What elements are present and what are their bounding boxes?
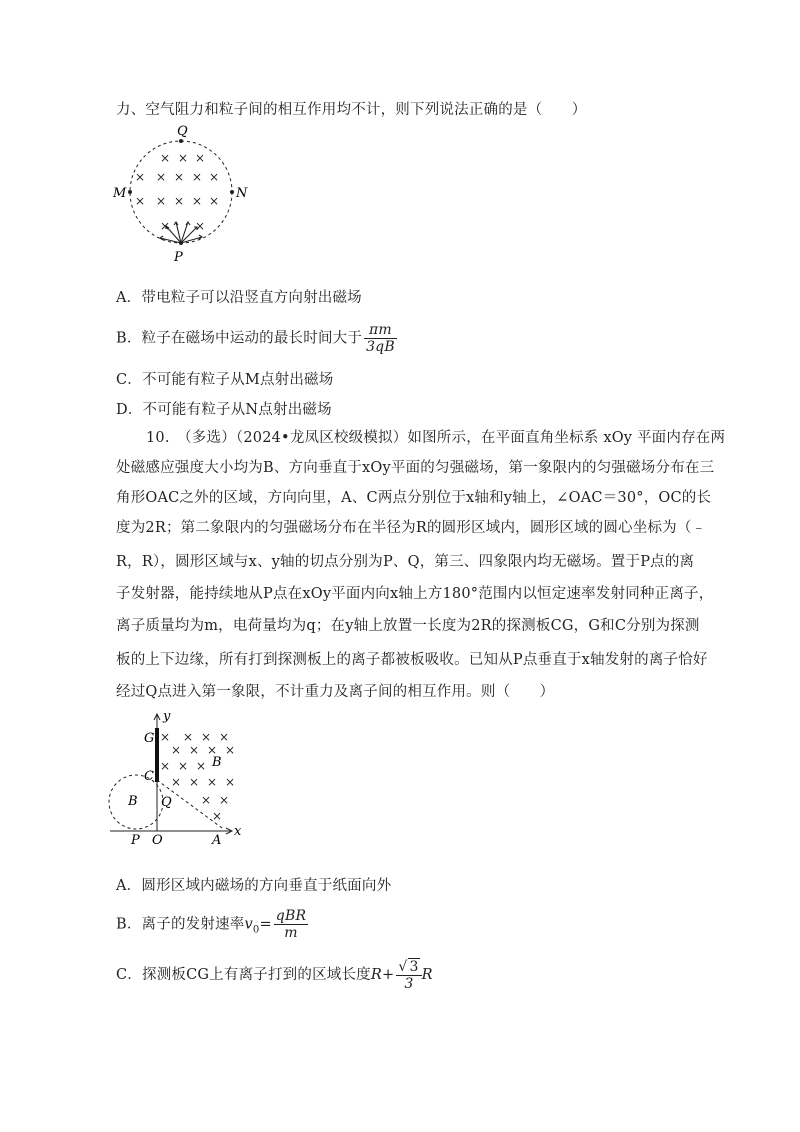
q9-cross: ×: [160, 219, 171, 233]
q10-line-5: R，R），圆形区域与x、y轴的切点分别为P、Q，第三、四象限内均无磁场。置于P点的离: [116, 554, 695, 570]
q10-cross: ×: [201, 793, 212, 807]
q10-cross: ×: [225, 775, 236, 789]
q10-line-4: 度为2R；第二象限内的匀强磁场分布在半径为R的圆形区域内，圆形区域的圆心坐标为（﹣: [116, 520, 707, 536]
q10-option-b-var: v: [244, 916, 253, 933]
q10-cross: ×: [201, 730, 212, 744]
q10-label-b-field: B: [212, 755, 222, 770]
q10-cross: ×: [212, 809, 223, 823]
q10-cross: ×: [171, 743, 182, 757]
q10-label-b-circle: B: [128, 794, 138, 809]
q10-option-b-sub: 0: [252, 924, 260, 936]
q10-label-a: A: [212, 833, 222, 848]
q9-option-c: C．不可能有粒子从M点射出磁场: [116, 372, 334, 388]
q9-option-b: [116, 322, 397, 355]
q9-option-a: A．带电粒子可以沿竖直方向射出磁场: [116, 290, 362, 306]
q9-cross: ×: [160, 151, 171, 165]
q9-option-b-text: B．粒子在磁场中运动的最长时间大于: [116, 330, 363, 347]
q10-line-7: 离子质量均为m，电荷量均为q；在y轴上放置一长度为2R的探测板CG，G和C分别为探测: [116, 618, 700, 634]
q9-cross: ×: [174, 170, 185, 184]
q10-label-o: O: [152, 833, 163, 848]
q9-cross: ×: [156, 170, 167, 184]
q9-label-p: P: [174, 250, 183, 265]
q9-cross: ×: [192, 194, 203, 208]
q9-stem-tail: 力、空气阻力和粒子间的相互作用均不计，则下列说法正确的是（ ）: [116, 102, 587, 118]
q10-option-c-fraction: [396, 958, 421, 992]
q9-point-m: [128, 190, 132, 194]
q10-cross: ×: [178, 759, 189, 773]
q9-option-d: D．不可能有粒子从N点射出磁场: [116, 402, 332, 418]
q10-line-3: 角形OAC之外的区域，方向向里，A、C两点分别位于x轴和y轴上，∠OAC＝30°，OC的长: [116, 490, 712, 506]
q9-cross: ×: [156, 194, 167, 208]
q10-label-q: Q: [161, 795, 172, 810]
q10-line-2: 处磁感应强度大小均为B、方向垂直于xOy平面的匀强磁场，第一象限内的匀强磁场分布在三: [116, 460, 715, 476]
q10-line-1: 10. （多选）（2024•龙凤区校级模拟）如图所示，在平面直角坐标系 xOy 平面内存在两: [146, 430, 726, 446]
q9-cross: ×: [178, 151, 189, 165]
q9-cross: ×: [209, 194, 220, 208]
q10-option-b-numerator: qBR: [275, 908, 307, 924]
q10-cross: ×: [189, 775, 200, 789]
q10-label-y: y: [163, 709, 171, 724]
q10-option-c-denominator: 3: [404, 976, 414, 993]
q9-option-b-numerator: πm: [364, 322, 397, 339]
q9-cross: ×: [174, 194, 185, 208]
q10-label-c: C: [144, 769, 154, 784]
q10-cross: ×: [225, 743, 236, 757]
q9-option-b-denominator: 3qB: [366, 339, 395, 356]
q10-label-p: P: [131, 833, 140, 848]
q10-option-c-text: C．探测板CG上有离子打到的区域长度: [116, 967, 371, 984]
q10-option-c: [116, 958, 433, 992]
q10-option-b-eq: =: [259, 916, 272, 933]
q10-cross: ×: [219, 793, 230, 807]
q10-cross: ×: [189, 743, 200, 757]
q10-cross: ×: [207, 743, 218, 757]
q10-label-g: G: [144, 731, 155, 746]
q10-line-6: 子发射器，能持续地从P点在xOy平面内向x轴上方180°范围内以恒定速率发射同种正离子，: [116, 586, 714, 602]
q10-option-a: A．圆形区域内磁场的方向垂直于纸面向外: [116, 878, 392, 894]
q10-cross: ×: [160, 730, 171, 744]
q10-figure: [100, 706, 270, 856]
q10-option-b-fraction: [274, 908, 308, 941]
q10-cross: ×: [196, 759, 207, 773]
q9-label-m: M: [113, 186, 127, 201]
q9-cross: ×: [135, 194, 146, 208]
q10-option-b-denominator: m: [284, 925, 298, 942]
q10-option-c-r2: R: [421, 967, 433, 984]
q10-cross: ×: [160, 759, 171, 773]
q10-line-9: 经过Q点进入第一象限，不计重力及离子间的相互作用。则（ ）: [116, 684, 555, 700]
q9-cross: ×: [209, 170, 220, 184]
q10-cross: ×: [207, 775, 218, 789]
q10-cross: ×: [171, 775, 182, 789]
q9-cross: ×: [192, 170, 203, 184]
q10-line-8: 板的上下边缘，所有打到探测板上的离子都被板吸收。已知从P点垂直于x轴发射的离子恰好: [116, 652, 708, 668]
q10-option-b: [116, 908, 308, 941]
q9-label-q: Q: [177, 124, 188, 139]
q10-option-b-text: B．离子的发射速率: [116, 916, 245, 933]
q10-option-c-plus: +: [382, 967, 395, 984]
q9-label-n: N: [236, 186, 248, 201]
q9-point-n: [230, 190, 234, 194]
q9-cross: ×: [195, 219, 206, 233]
q10-option-c-r: R: [370, 967, 382, 984]
q9-point-q: [179, 139, 183, 143]
q10-option-c-numerator: √ 3: [396, 958, 421, 976]
q9-cross: ×: [135, 170, 146, 184]
q10-option-c-sqrt: 3: [409, 959, 419, 975]
q9-field-crosses: [135, 151, 219, 233]
q9-figure: [108, 118, 248, 268]
q9-cross: ×: [195, 151, 206, 165]
q10-label-x: x: [234, 824, 242, 839]
q10-cross: ×: [219, 730, 230, 744]
q9-option-b-fraction: [364, 322, 397, 355]
q10-cross: ×: [183, 730, 194, 744]
